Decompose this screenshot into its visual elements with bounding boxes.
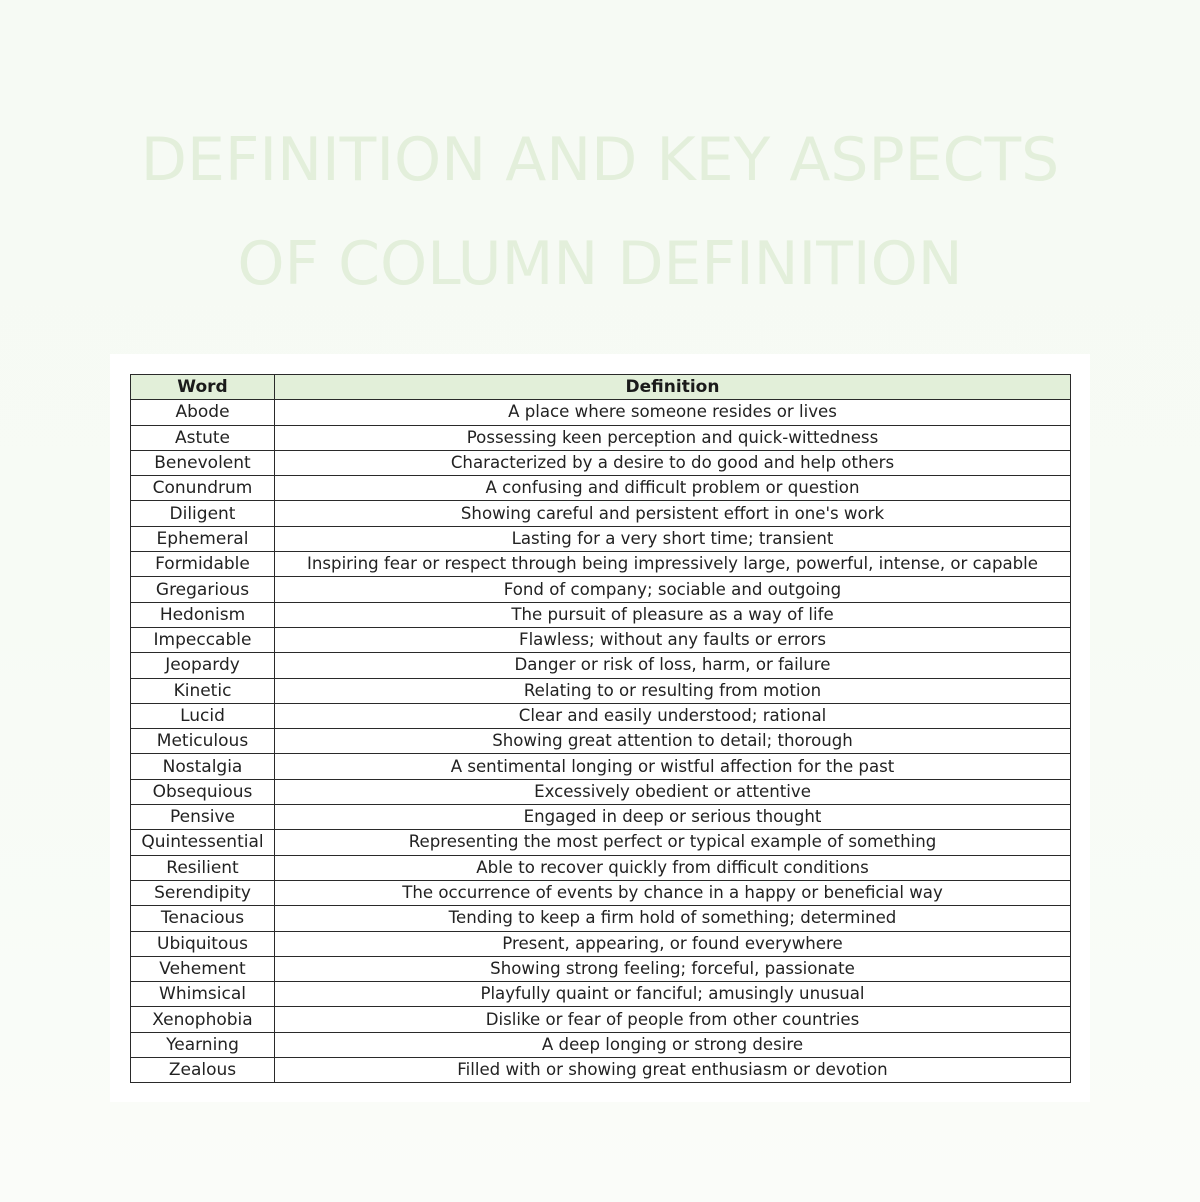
definition-cell: Showing careful and persistent effort in one's work (275, 501, 1071, 526)
definition-cell: Tending to keep a firm hold of something; determined (275, 906, 1071, 931)
table-row (131, 880, 1071, 905)
word-cell: Quintessential (131, 830, 275, 855)
definition-cell: A confusing and difficult problem or question (275, 476, 1071, 501)
table-row (131, 931, 1071, 956)
definition-cell: A sentimental longing or wistful affection for the past (275, 754, 1071, 779)
definition-cell: Flawless; without any faults or errors (275, 627, 1071, 652)
table-row (131, 703, 1071, 728)
word-cell: Jeopardy (131, 653, 275, 678)
word-cell: Formidable (131, 552, 275, 577)
table-row (131, 754, 1071, 779)
table-row (131, 501, 1071, 526)
word-cell: Obsequious (131, 779, 275, 804)
definition-cell: Possessing keen perception and quick-wittedness (275, 425, 1071, 450)
column-header-word: Word (131, 375, 275, 400)
table-row (131, 526, 1071, 551)
word-cell: Nostalgia (131, 754, 275, 779)
word-cell: Ephemeral (131, 526, 275, 551)
definition-cell: Dislike or fear of people from other countries (275, 1007, 1071, 1032)
table-row (131, 906, 1071, 931)
page-title (0, 108, 1200, 316)
word-cell: Benevolent (131, 450, 275, 475)
table-row (131, 1032, 1071, 1057)
word-cell: Impeccable (131, 627, 275, 652)
word-cell: Whimsical (131, 982, 275, 1007)
table-row (131, 577, 1071, 602)
table-row (131, 805, 1071, 830)
definition-cell: Able to recover quickly from difficult conditions (275, 855, 1071, 880)
word-cell: Pensive (131, 805, 275, 830)
definition-cell: Lasting for a very short time; transient (275, 526, 1071, 551)
table-row (131, 653, 1071, 678)
table-header-row (131, 375, 1071, 400)
definition-cell: Excessively obedient or attentive (275, 779, 1071, 804)
word-cell: Tenacious (131, 906, 275, 931)
definition-cell: Showing strong feeling; forceful, passionate (275, 956, 1071, 981)
table-row (131, 450, 1071, 475)
table-row (131, 855, 1071, 880)
word-cell: Diligent (131, 501, 275, 526)
table-row (131, 830, 1071, 855)
definition-cell: A deep longing or strong desire (275, 1032, 1071, 1057)
table-row (131, 602, 1071, 627)
table-row (131, 956, 1071, 981)
word-cell: Gregarious (131, 577, 275, 602)
vocabulary-table (130, 374, 1071, 1083)
table-row (131, 982, 1071, 1007)
definition-cell: Present, appearing, or found everywhere (275, 931, 1071, 956)
definition-cell: Filled with or showing great enthusiasm or devotion (275, 1058, 1071, 1083)
word-cell: Lucid (131, 703, 275, 728)
definition-cell: Danger or risk of loss, harm, or failure (275, 653, 1071, 678)
definition-cell: Characterized by a desire to do good and help others (275, 450, 1071, 475)
page-title-line-1: DEFINITION AND KEY ASPECTS (140, 125, 1060, 195)
column-header-definition: Definition (275, 375, 1071, 400)
word-cell: Hedonism (131, 602, 275, 627)
table-row (131, 678, 1071, 703)
table-row (131, 627, 1071, 652)
word-cell: Resilient (131, 855, 275, 880)
word-cell: Zealous (131, 1058, 275, 1083)
definition-cell: Inspiring fear or respect through being impressively large, powerful, intense, or capable (275, 552, 1071, 577)
word-cell: Yearning (131, 1032, 275, 1057)
definition-cell: Playfully quaint or fanciful; amusingly unusual (275, 982, 1071, 1007)
definition-cell: Fond of company; sociable and outgoing (275, 577, 1071, 602)
table-row (131, 1058, 1071, 1083)
word-cell: Vehement (131, 956, 275, 981)
definition-cell: Engaged in deep or serious thought (275, 805, 1071, 830)
word-cell: Abode (131, 400, 275, 425)
word-cell: Astute (131, 425, 275, 450)
definition-cell: The occurrence of events by chance in a happy or beneficial way (275, 880, 1071, 905)
table-row (131, 425, 1071, 450)
table-row (131, 1007, 1071, 1032)
table-row (131, 729, 1071, 754)
definition-cell: A place where someone resides or lives (275, 400, 1071, 425)
word-cell: Conundrum (131, 476, 275, 501)
table-row (131, 400, 1071, 425)
definition-cell: The pursuit of pleasure as a way of life (275, 602, 1071, 627)
word-cell: Xenophobia (131, 1007, 275, 1032)
table-row (131, 476, 1071, 501)
word-cell: Serendipity (131, 880, 275, 905)
word-cell: Kinetic (131, 678, 275, 703)
definition-cell: Clear and easily understood; rational (275, 703, 1071, 728)
definition-cell: Relating to or resulting from motion (275, 678, 1071, 703)
word-cell: Ubiquitous (131, 931, 275, 956)
table-row (131, 779, 1071, 804)
definition-cell: Showing great attention to detail; thorough (275, 729, 1071, 754)
definition-cell: Representing the most perfect or typical example of something (275, 830, 1071, 855)
table-body (131, 400, 1071, 1083)
page-title-line-2: OF COLUMN DEFINITION (237, 229, 963, 299)
table-row (131, 552, 1071, 577)
word-cell: Meticulous (131, 729, 275, 754)
